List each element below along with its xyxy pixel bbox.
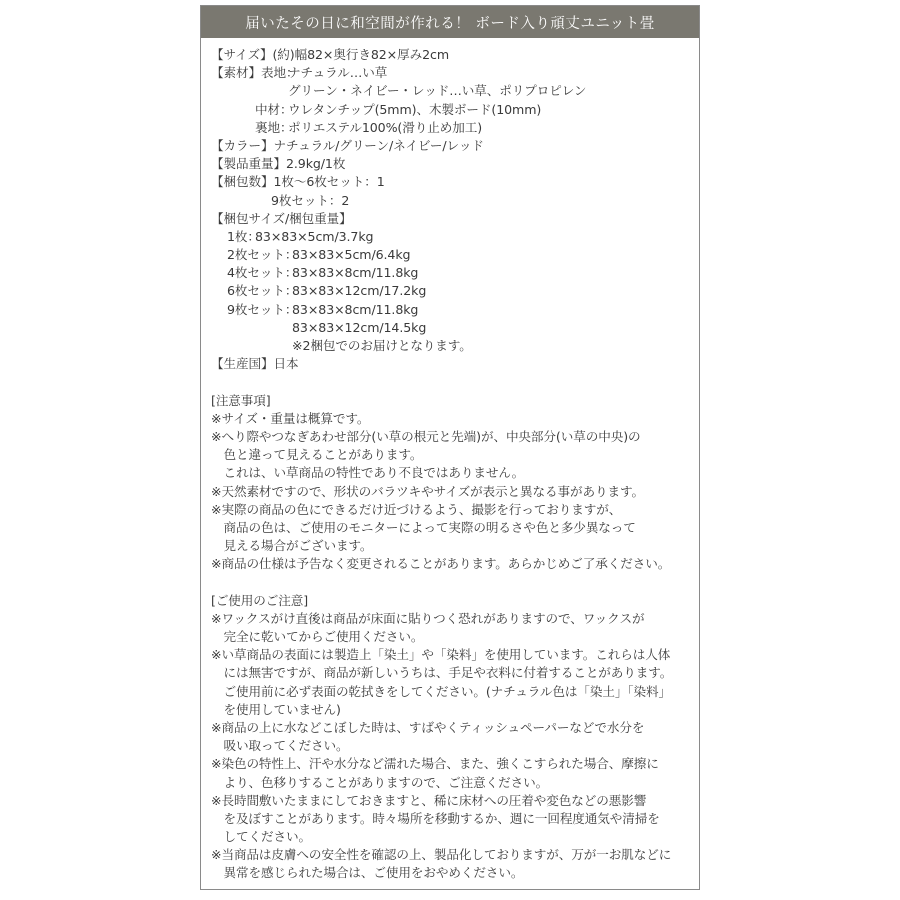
notes-title: [注意事項]	[211, 392, 271, 408]
usage-line: ※長時間敷いたままにしておきますと、稀に床材への圧着や変色などの悪影響	[211, 792, 647, 808]
material-surface-1: ナチュラル…い草	[288, 65, 388, 81]
usage-line: してください。	[211, 829, 311, 845]
spec-material-back	[211, 119, 693, 137]
material-label: 【素材】表地：	[211, 65, 299, 81]
note-line: ※天然素材ですので、形状のバラツキやサイズが表示と異なる事があります。	[211, 483, 644, 499]
note-line: ※へり際やつなぎあわせ部分(い草の根元と先端)が、中央部分(い草の中央)の	[211, 428, 641, 444]
usage-line: を使用していません)	[211, 701, 341, 717]
material-middle-label: 中材：	[255, 101, 293, 117]
usage-line: 吸い取ってください。	[211, 738, 349, 754]
usage-line: ※ワックスがけ直後は商品が床面に貼りつく恐れがありますので、ワックスが	[211, 610, 645, 626]
spec-packages: 【梱包数】1枚～6枚セット：1	[211, 174, 385, 190]
usage-line: より、色移りすることがありますので、ご注意ください。	[211, 774, 549, 790]
pkg-row: 4枚セット： 83×83×8cm/11.8kg	[227, 265, 419, 281]
material-back-value: ポリエステル100%(滑り止め加工)	[288, 119, 483, 135]
pkg-row: 9枚セット： 83×83×8cm/11.8kg	[227, 301, 419, 317]
pkg-note: ※2梱包でのお届けとなります。	[292, 338, 472, 353]
usage-line: ご使用前に必ず表面の乾拭きをしてください。(ナチュラル色は「染土」「染料」	[211, 683, 672, 699]
material-middle-value: ウレタンチップ(5mm)、木製ボード(10mm)	[288, 101, 542, 117]
note-line: 色と違って見えることがあります。	[211, 447, 423, 463]
usage-line: 異常を感じられた場合は、ご使用をおやめください。	[211, 865, 524, 881]
pkg-row: 2枚セット： 83×83×5cm/6.4kg	[227, 247, 411, 263]
spec-color: 【カラー】ナチュラル/グリーン/ネイビー/レッド	[211, 137, 484, 153]
usage-line: を及ぼすことがあります。時々場所を移動するか、週に一回程度通気や清掃を	[211, 810, 660, 826]
spec-packages-cont: 9枚セット：2	[271, 192, 350, 208]
usage-line: ※商品の上に水などこぼした時は、すばやくティッシュペーパーなどで水分を	[211, 719, 645, 735]
note-line: ※サイズ・重量は概算です。	[211, 410, 370, 426]
spec-material-middle	[211, 101, 693, 119]
spec-panel	[200, 5, 700, 890]
material-surface-2: グリーン・ネイビー・レッド…い草、ポリプロピレン	[288, 83, 587, 99]
spec-size: 【サイズ】(約)幅82×奥行き82×厚み2cm	[211, 47, 450, 62]
note-line: これは、い草商品の特性であり不良ではありません。	[211, 465, 525, 481]
panel-content	[211, 46, 693, 883]
pkg-row: 6枚セット： 83×83×12cm/17.2kg	[227, 283, 427, 299]
material-back-label: 裏地：	[255, 119, 293, 135]
panel-header	[201, 6, 699, 38]
spec-origin: 【生産国】日本	[211, 356, 299, 372]
pkg-row-extra: 83×83×12cm/14.5kg	[292, 319, 427, 335]
usage-line: には無害ですが、商品が新しいうちは、手足や衣料に付着することがあります。	[211, 665, 673, 681]
usage-line: ※い草商品の表面には製造上「染土」や「染料」を使用しています。これらは人体	[211, 647, 671, 663]
spec-weight: 【製品重量】2.9kg/1枚	[211, 156, 346, 172]
usage-line: 完全に乾いてからご使用ください。	[211, 629, 424, 644]
pkg-row: 1枚： 83×83×5cm/3.7kg	[227, 228, 374, 244]
note-line: ※実際の商品の色にできるだけ近づけるよう、撮影を行っておりますが、	[211, 501, 622, 517]
note-line: ※商品の仕様は予告なく変更されることがあります。あらかじめご了承ください。	[211, 556, 671, 572]
spec-material-cont	[211, 82, 693, 100]
note-line: 見える場合がございます。	[211, 538, 373, 554]
header-title: 届いたその日に和空間が作れる！ ボード入り頑丈ユニット畳	[245, 15, 655, 32]
note-line: 商品の色は、ご使用のモニターによって実際の明るさや色と多少異なって	[211, 519, 636, 535]
usage-line: ※染色の特性上、汗や水分など濡れた場合、また、強くこすられた場合、摩擦に	[211, 756, 659, 772]
usage-title: [ご使用のご注意]	[211, 592, 309, 608]
usage-line: ※当商品は皮膚への安全性を確認の上、製品化しておりますが、万が一お肌などに	[211, 847, 672, 863]
spec-material	[211, 64, 693, 82]
spec-package-size-title: 【梱包サイズ/梱包重量】	[211, 210, 352, 226]
